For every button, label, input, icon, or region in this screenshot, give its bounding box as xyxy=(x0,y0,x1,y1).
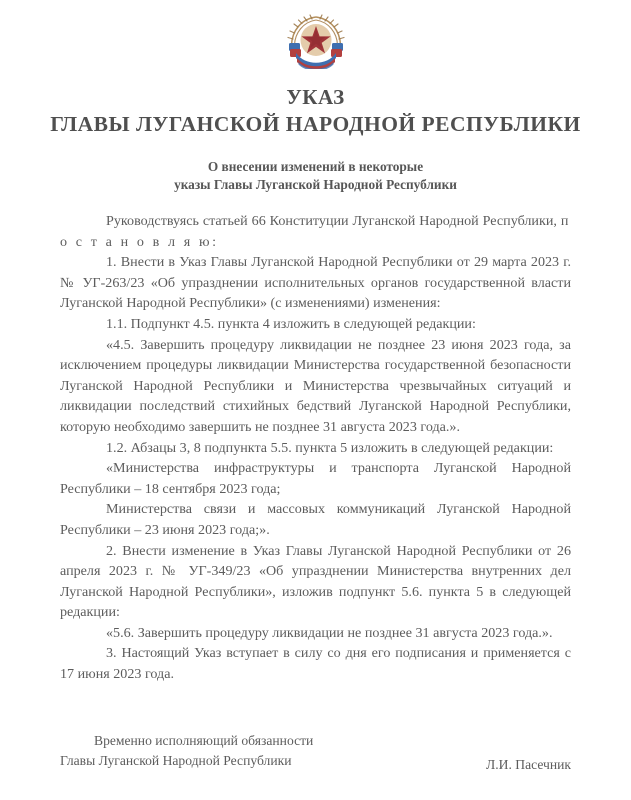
paragraph-quote-5-6: «5.6. Завершить процедуру ликвидации не позднее 31 августа 2023 года.». xyxy=(106,624,553,641)
emblem-container xyxy=(0,0,631,62)
paragraph-item-1-1: 1.1. Подпункт 4.5. пункта 4 изложить в следующей редакции: xyxy=(106,315,476,332)
document-subtitle-line-2: указы Главы Луганской Народной Республики xyxy=(174,177,457,192)
paragraph-preamble xyxy=(60,211,571,252)
paragraph-quote-5-5-a: «Министерства инфраструктуры и транспорта Луганской Народной Республики – 18 сентября 2023 года; xyxy=(60,460,571,497)
paragraph-quote-4-5: «4.5. Завершить процедуру ликвидации не позднее 23 июня 2023 года, за исключением процедуры ликвидации Министерства государственной безопасности Луганской Народной Республики и Министерства чрезвычайных ситуаций и ликвидации последствий стихийных бедствий Луганской Народной Республики, которую необходимо завершить не позднее 31 августа 2023 года.». xyxy=(60,336,571,435)
document-subtitle-line-1: О внесении изменений в некоторые xyxy=(207,159,424,174)
paragraph-item-2: 2. Внести изменение в Указ Главы Луганской Народной Республики от 26 апреля 2023 г. № УГ-349/23 «Об упразднении Министерства внутренних дел Луганской Народной Республики», изложив подпункт 5.6. пункта 5 в следующей редакции: xyxy=(60,542,571,621)
document-title-line-2: ГЛАВЫ ЛУГАНСКОЙ НАРОДНОЙ РЕСПУБЛИКИ xyxy=(50,112,581,136)
paragraph-item-1-2: 1.2. Абзацы 3, 8 подпункта 5.5. пункта 5 изложить в следующей редакции: xyxy=(106,439,554,456)
preamble-decree-verb: п о с т а н о в л я ю xyxy=(60,213,571,250)
document-title-line-1: УКАЗ xyxy=(286,85,345,109)
signatory-role-line-1: Временно исполняющий обязанности xyxy=(94,732,314,748)
document-body xyxy=(60,211,571,685)
document-subtitle xyxy=(0,158,631,194)
preamble-text-after: : xyxy=(212,233,217,250)
paragraph-item-3: 3. Настоящий Указ вступает в силу со дня его подписания и применяется с 17 июня 2023 года. xyxy=(60,645,571,683)
paragraph-quote-5-5-b: Министерства связи и массовых коммуникаций Луганской Народной Республики – 23 июня 2023 года;». xyxy=(60,501,571,538)
signatory-name: Л.И. Пасечник xyxy=(486,756,571,772)
paragraph-item-1: 1. Внести в Указ Главы Луганской Народной Республики от 29 марта 2023 г. № УГ-263/23 «Об упразднении исполнительных органов государственной власти Луганской Народной Республики» (с изменениями) изменения: xyxy=(60,254,571,312)
preamble-text-before: Руководствуясь статьей 66 Конституции Луганской Народной Республики, xyxy=(106,213,561,229)
signatory-role-line-2: Главы Луганской Народной Республики xyxy=(60,752,292,768)
signature-block xyxy=(60,731,571,775)
state-emblem-icon xyxy=(285,13,347,69)
